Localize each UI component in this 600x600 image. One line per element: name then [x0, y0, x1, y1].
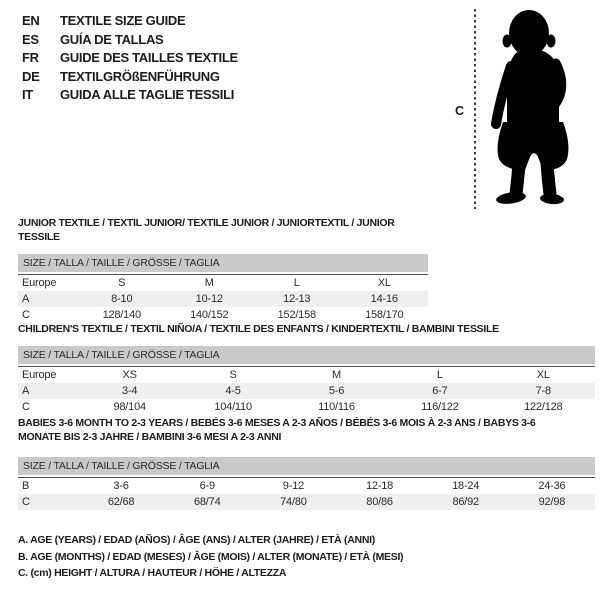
size-cell: 80/86 — [366, 496, 393, 508]
size-cell: 4-5 — [225, 385, 241, 397]
row-label: A — [22, 293, 30, 305]
baby-silhouette-icon — [489, 6, 589, 206]
size-table-row — [18, 307, 428, 323]
row-label: Europe — [22, 369, 57, 381]
children-size-table — [18, 366, 595, 415]
size-cell: 68/74 — [193, 496, 221, 508]
language-code: ES — [22, 31, 39, 47]
size-cell: 104/110 — [214, 401, 252, 413]
children-textile-section — [18, 322, 595, 415]
size-cell: 3-6 — [113, 480, 129, 492]
language-title: GUIDA ALLE TAGLIE TESSILI — [60, 87, 235, 102]
size-table-row — [18, 383, 595, 399]
language-code: EN — [22, 13, 40, 28]
size-cell: 3-4 — [122, 385, 138, 397]
size-table-row — [18, 494, 595, 510]
size-cell: 128/140 — [102, 309, 141, 321]
language-title: GUIDE DES TAILLES TEXTILE — [60, 50, 238, 65]
junior-textile-section — [18, 216, 428, 323]
row-label: B — [22, 480, 30, 492]
size-cell: XL — [377, 277, 391, 289]
row-label: A — [22, 385, 30, 397]
size-table-row — [18, 291, 428, 307]
size-cell: XS — [122, 369, 137, 381]
babies-textile-section — [18, 416, 595, 510]
size-cell: 12-18 — [365, 480, 394, 492]
size-cell: 7-8 — [535, 385, 551, 397]
size-header-bar: SIZE / TALLA / TAILLE / GRÖSSE / TAGLIA — [18, 346, 595, 364]
size-cell: 116/122 — [421, 401, 459, 413]
measurement-legend — [18, 532, 403, 582]
size-cell: 6-9 — [199, 480, 215, 492]
size-cell: 14-16 — [370, 293, 398, 305]
language-title-list — [22, 12, 238, 105]
size-cell: 12-13 — [283, 293, 311, 305]
legend-line-a: A. AGE (YEARS) / EDAD (AÑOS) / ÂGE (ANS) / ALTER (JAHRE) / ETÀ (ANNI) — [18, 534, 375, 546]
size-cell: 18-24 — [452, 480, 480, 492]
size-cell: 24-36 — [538, 480, 566, 492]
size-table-row — [18, 367, 595, 384]
language-row-es — [22, 31, 238, 50]
size-cell: 86/92 — [452, 496, 479, 508]
size-cell: S — [118, 277, 126, 289]
language-code: FR — [22, 50, 39, 65]
height-measure-label: C — [455, 104, 465, 118]
language-title: TEXTILE SIZE GUIDE — [60, 13, 186, 28]
babies-size-table — [18, 477, 595, 510]
section-title: JUNIOR TEXTILE / TEXTIL JUNIOR/ TEXTILE JUNIOR / JUNIORTEXTIL / JUNIOR TESSILE — [18, 217, 395, 243]
legend-line-b: B. AGE (MONTHS) / EDAD (MESES) / ÂGE (MOIS) / ALTER (MONATE) / ETÀ (MESI) — [18, 550, 404, 563]
language-row-fr — [22, 49, 238, 68]
size-cell: M — [204, 277, 214, 289]
size-cell: 92/98 — [538, 496, 566, 508]
size-cell: L — [436, 369, 443, 381]
language-title: GUÍA DE TALLAS — [60, 31, 164, 47]
language-code: IT — [22, 87, 33, 102]
size-cell: S — [229, 369, 237, 381]
size-cell: 122/128 — [524, 401, 563, 413]
size-table-row — [18, 399, 595, 415]
size-cell: 152/158 — [277, 309, 316, 321]
size-table-row — [18, 478, 595, 495]
section-title: BABIES 3-6 MONTH TO 2-3 YEARS / BEBÉS 3-6 MESES A 2-3 AÑOS / BÉBÉS 3-6 MOIS À 2-3 ANS / BABYS 3-6 MONATE BIS 2-3 JAHRE / BAMBINI 3-6 MESI A 2-3 ANNI — [18, 417, 536, 443]
size-header-bar: SIZE / TALLA / TAILLE / GRÖSSE / TAGLIA — [18, 254, 428, 272]
size-cell: XL — [536, 369, 550, 381]
row-label: C — [22, 401, 30, 413]
size-cell: L — [293, 277, 300, 289]
size-cell: 140/152 — [190, 309, 229, 321]
row-label: C — [22, 309, 30, 321]
size-cell: 10-12 — [195, 293, 223, 305]
size-table-row — [18, 275, 428, 292]
size-cell: 5-6 — [328, 385, 345, 397]
size-cell: 158/170 — [365, 309, 404, 321]
junior-size-table — [18, 274, 428, 323]
language-row-it — [22, 86, 238, 105]
language-row-en — [22, 12, 238, 31]
size-cell: 6-7 — [432, 385, 448, 397]
size-header-bar: SIZE / TALLA / TAILLE / GRÖSSE / TAGLIA — [18, 457, 595, 475]
size-cell: 110/116 — [318, 401, 355, 413]
size-cell: 8-10 — [111, 293, 133, 305]
size-cell: M — [331, 369, 341, 381]
legend-line-c: C. (cm) HEIGHT / ALTURA / HAUTEUR / HÖHE / ALTEZZA — [18, 567, 287, 579]
section-title: CHILDREN'S TEXTILE / TEXTIL NIÑO/A / TEXTILE DES ENFANTS / KINDERTEXTIL / BAMBINI TESSILE — [18, 323, 499, 335]
size-cell: 62/68 — [107, 496, 135, 508]
language-title: TEXTILGRÖßENFÜHRUNG — [60, 68, 220, 84]
height-measure-dashed-line — [474, 9, 476, 209]
size-cell: 74/80 — [280, 496, 307, 508]
size-cell: 98/104 — [113, 401, 146, 413]
row-label: C — [22, 496, 30, 508]
row-label: Europe — [22, 277, 57, 289]
language-code: DE — [22, 68, 40, 84]
size-cell: 9-12 — [282, 480, 304, 492]
language-row-de — [22, 68, 238, 87]
